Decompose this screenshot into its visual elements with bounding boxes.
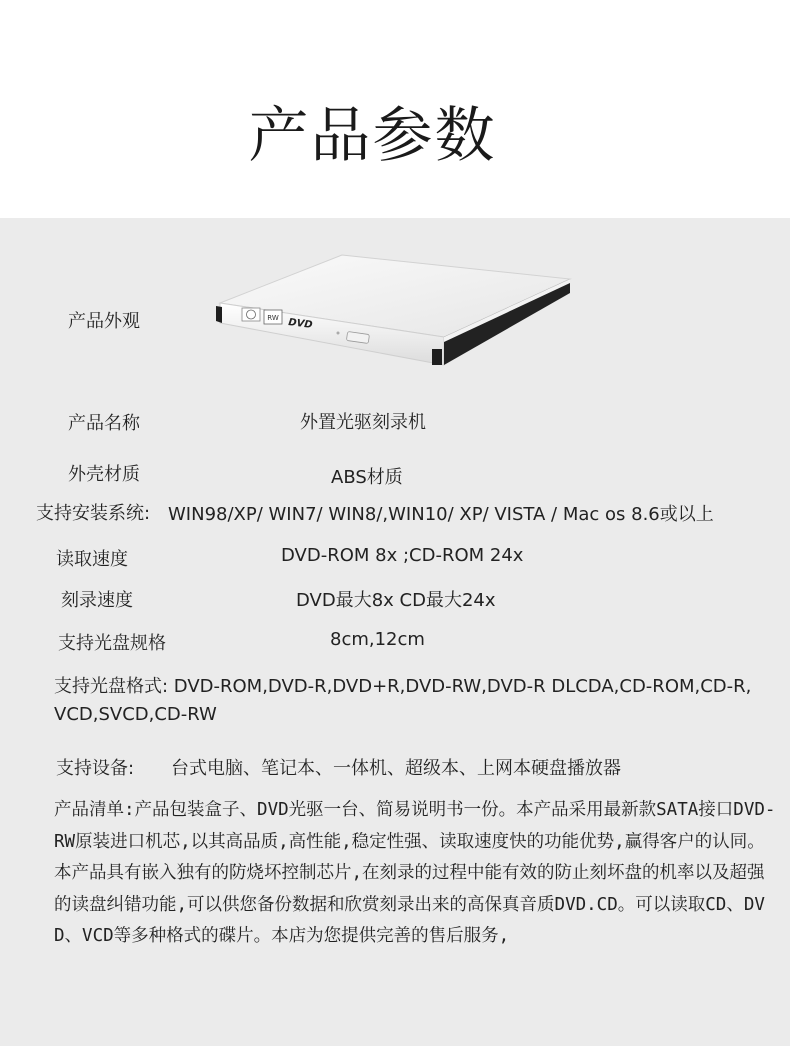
product-description: 产品清单:产品包装盒子、DVD光驱一台、简易说明书一份。本产品采用最新款SATA接口DVD-RW原装进口机芯,以其高品质,高性能,稳定性强、读取速度快的功能优势,赢得客户的认同。本产品具有嵌入独有的防烧坏控制芯片,在刻录的过程中能有效的防止刻坏盘的机率以及超强的读盘纠错功能,可以供您备份数据和欣赏刻录出来的高保真音质DVD.CD。可以读取CD、DVD、VCD等多种格式的碟片。本店为您提供完善的售后服务,	[54, 800, 776, 946]
read-speed-label: 读取速度	[56, 549, 128, 570]
os-value: WIN98/XP/ WIN7/ WIN8/,WIN10/ XP/ VISTA / Mac os 8.6或以上	[168, 504, 714, 525]
name-value: 外置光驱刻录机	[300, 412, 426, 433]
disc-size-label: 支持光盘规格	[58, 633, 166, 654]
rw-badge-text: RW	[267, 314, 279, 322]
name-label: 产品名称	[68, 413, 140, 434]
appearance-label: 产品外观	[68, 311, 140, 332]
devices-label: 支持设备:	[56, 758, 135, 779]
dvd-drive-image	[212, 245, 574, 370]
os-label: 支持安装系统:	[36, 503, 151, 524]
supported-formats: 支持光盘格式: DVD-ROM,DVD-R,DVD+R,DVD-RW,DVD-R DLCDA,CD-ROM,CD-R,VCD,SVCD,CD-RW	[54, 676, 752, 725]
material-value: ABS材质	[331, 467, 403, 488]
dvd-logo: DVD	[287, 317, 314, 331]
burn-speed-label: 刻录速度	[61, 590, 133, 611]
header	[0, 0, 790, 218]
read-speed-value: DVD-ROM 8x ;CD-ROM 24x	[281, 545, 524, 566]
burn-speed-value: DVD最大8x CD最大24x	[296, 590, 496, 611]
indicator-light	[337, 332, 340, 335]
material-label: 外壳材质	[68, 464, 140, 485]
disc-size-value: 8cm,12cm	[330, 629, 425, 650]
devices-value: 台式电脑、笔记本、一体机、超级本、上网本硬盘播放器	[171, 758, 621, 779]
page-title: 产品参数	[248, 101, 497, 171]
